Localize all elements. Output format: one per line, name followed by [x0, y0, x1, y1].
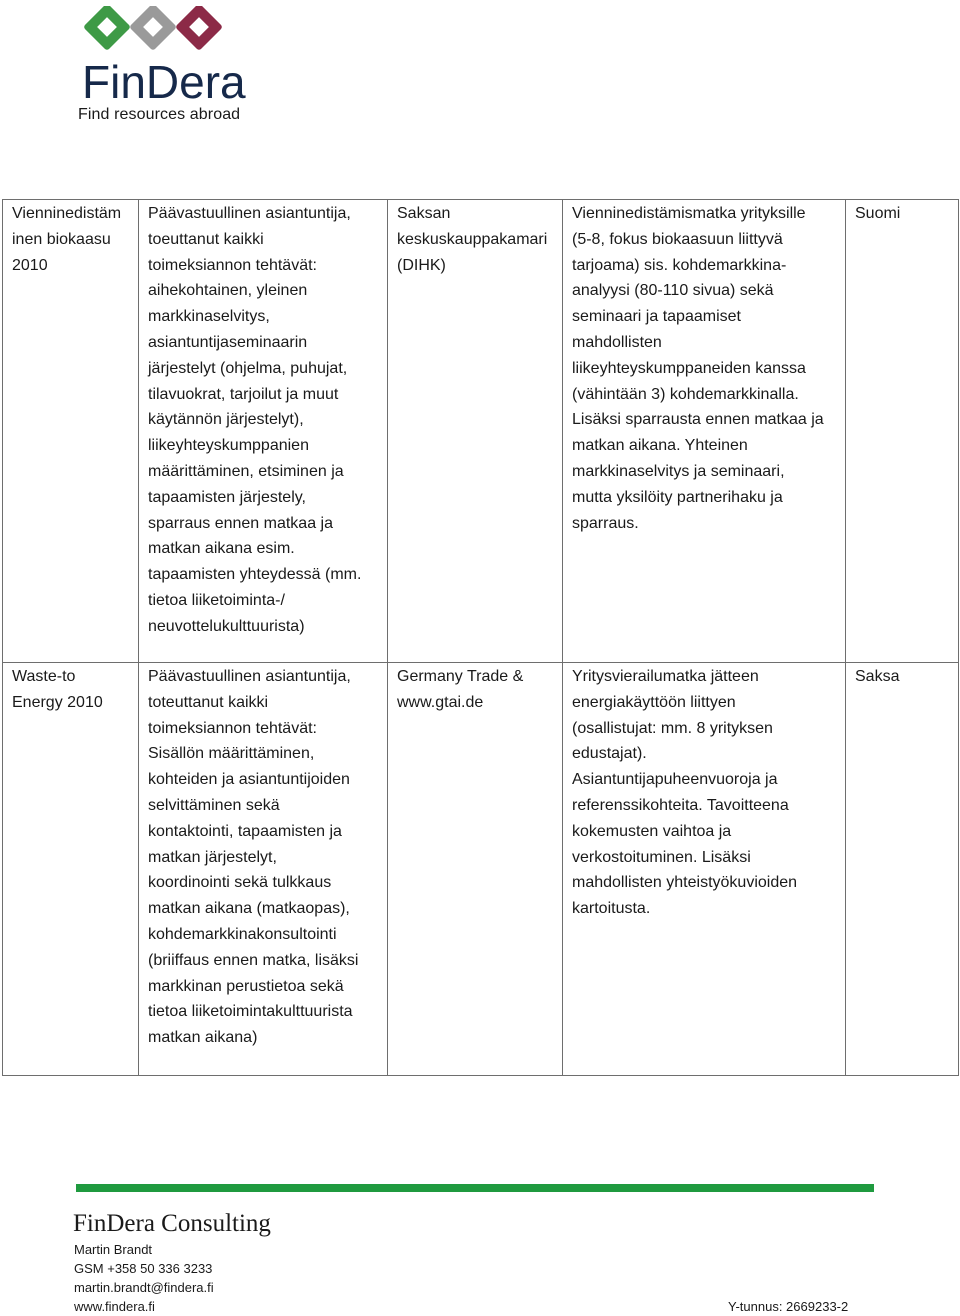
logo-mark-green	[83, 6, 131, 51]
footer-contact-name: Martin Brandt	[74, 1242, 153, 1257]
project-name-cell: Waste-to Energy 2010	[3, 663, 139, 1076]
project-table	[2, 199, 959, 1076]
logo-mark-maroon	[175, 6, 223, 51]
table-row	[3, 663, 959, 1076]
client-cell: Saksan keskuskauppakamari (DIHK)	[388, 200, 563, 663]
footer-company-name: FinDera Consulting	[73, 1210, 271, 1237]
country-cell: Suomi	[846, 200, 959, 663]
footer-website[interactable]: www.findera.fi	[74, 1299, 155, 1314]
description-cell: Yritysvierailumatka jätteen energiakäyttöön liittyen (osallistujat: mm. 8 yrityksen edustajat). Asiantuntijapuheenvuoroja ja referenssikohteita. Tavoitteena kokemusten vaihtoa ja verkostoituminen. Lisäksi mahdollisten yhteistyökuvioiden kartoitusta.	[563, 663, 846, 1076]
role-cell: Päävastuullinen asiantuntija, toteuttanut kaikki toimeksiannon tehtävät: Sisällön määrittäminen, kohteiden ja asiantuntijoiden selvittäminen sekä kontaktointi, tapaamisten ja matkan järjestelyt, koordinointi sekä tulkkaus matkan aikana (matkaopas), kohdemarkkinakonsultointi (briiffaus ennen matka, lisäksi markkinan perustietoa sekä tietoa liiketoimintakulttuurista matkan aikana)	[139, 663, 388, 1076]
table-row	[3, 200, 959, 663]
findera-logo-graphic	[76, 6, 256, 106]
footer-phone: GSM +358 50 336 3233	[74, 1261, 213, 1276]
footer-email[interactable]: martin.brandt@findera.fi	[74, 1280, 214, 1295]
logo-wordmark: FinDera	[82, 56, 246, 106]
logo-tagline: Find resources abroad	[78, 106, 241, 123]
footer-divider-bar	[76, 1184, 874, 1192]
project-name-cell: Vienninedistäm inen biokaasu 2010	[3, 200, 139, 663]
client-cell: Germany Trade & www.gtai.de	[388, 663, 563, 1076]
description-cell: Vienninedistämismatka yrityksille (5-8, fokus biokaasuun liittyvä tarjoama) sis. kohdemarkkina- analyysi (80-110 sivua) sekä seminaari ja tapaamiset mahdollisten liikeyhteyskumppaneiden kanssa (vähintään 3) kohdemarkkinalla. Lisäksi sparrausta ennen matkaa ja matkan aikana. Yhteinen markkinaselvitys ja seminaari, mutta yksilöity partnerihaku ja sparraus.	[563, 200, 846, 663]
role-cell: Päävastuullinen asiantuntija, toeuttanut kaikki toimeksiannon tehtävät: aihekohtainen, yleinen markkinaselvitys, asiantuntijaseminaarin järjestelyt (ohjelma, puhujat, tilavuokrat, tarjoilut ja muut käytännön järjestelyt), liikeyhteyskumppanien määrittäminen, etsiminen ja tapaamisten järjestely, sparraus ennen matkaa ja matkan aikana esim. tapaamisten yhteydessä (mm. tietoa liiketoiminta-/ neuvottelukulttuurista)	[139, 200, 388, 663]
logo-mark-gray	[129, 6, 177, 51]
country-cell: Saksa	[846, 663, 959, 1076]
footer-business-id: Y-tunnus: 2669233-2	[728, 1299, 849, 1314]
